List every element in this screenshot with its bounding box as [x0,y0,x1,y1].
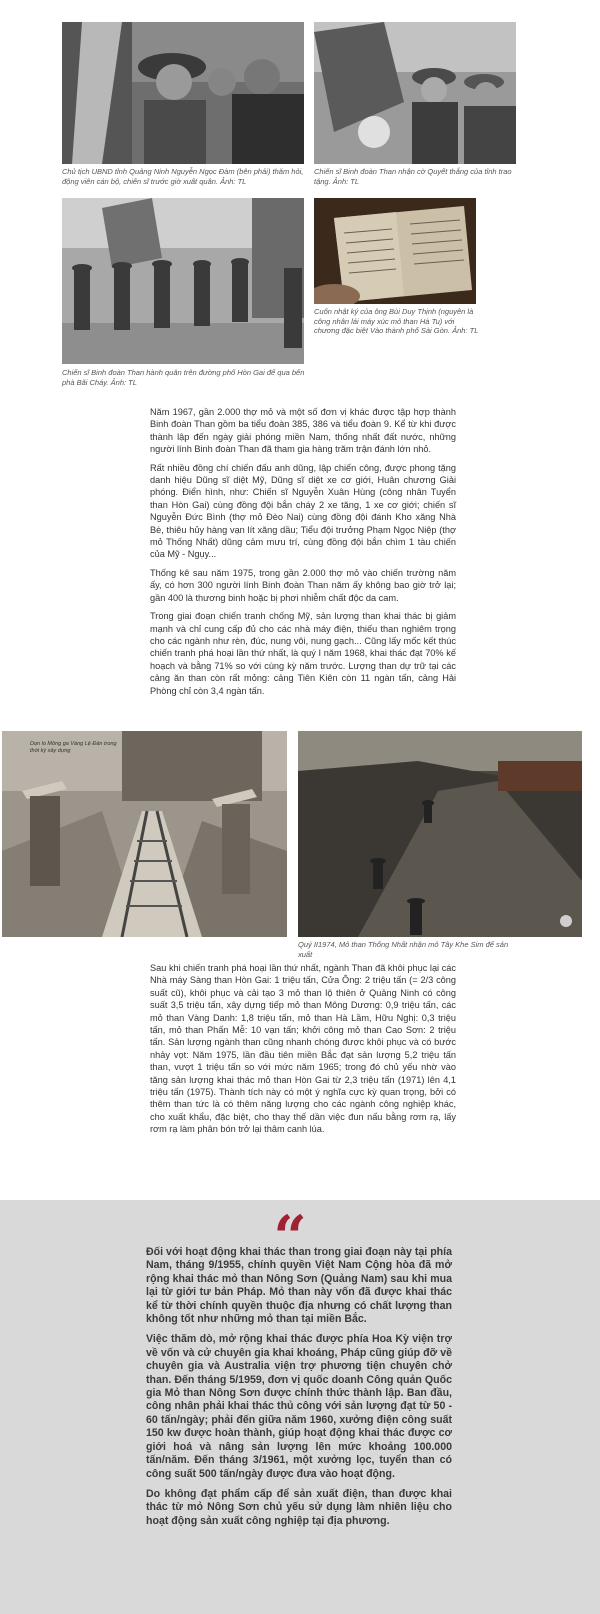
paragraph: Trong giai đoạn chiến tranh chống Mỹ, sản lượng than khai thác bị giảm mạnh và chỉ cung cấp đủ cho các nhà máy điện, thiếu than nghiêm trọng cho các ngành như rèn, đúc, nung vôi, nung gạch... Cũng lấy mốc kết thúc chiến tranh phá hoại lần thứ nhất, là quý I năm 1968, khai thác đạt 70% kế hoạch và bằng 71% so với cùng kỳ năm trước. Lượng than dự trữ tại các cảng ăn than còn rất mỏng: cảng Tiên Kiên còn 11 ngàn tấn, cảng Hải Phòng chỉ còn 3,4 ngàn tấn. [150,611,456,696]
photo-coal-pile [298,731,582,937]
photo-march [62,198,304,364]
article-body [150,406,456,703]
quote-paragraph: Việc thăm dò, mở rộng khai thác được phía Hoa Kỳ viện trợ về vốn và cử chuyên gia khai khoáng, Pháp cũng giúp đỡ về chuyên gia và Australia viện trợ phương tiện chuyên chở than. Đến tháng 5/1959, đơn vị quốc doanh Công quản Quốc gia Mỏ than Nông Sơn được chính thức thành lập. Ban đầu, công nhân phải khai thác thủ công với sản lượng đạt từ 50 - 60 tấn/ngày; phải đến giữa năm 1960, xưởng điện công suất 150 kw được hoàn thành, giúp hoạt động khai thác được cơ giới hoá và nâng sản lượng lên mức khoảng 100.000 tấn/năm. Đến tháng 3/1961, một xưởng lọc, tuyển than có công suất 500 tấn/ngày được đưa vào hoạt động. [146,1333,452,1480]
caption: Cuốn nhật ký của ông Bùi Duy Thịnh (nguyên là công nhân lái máy xúc mỏ than Hà Tu) với chương đặc biệt Vào thành phố Sài Gòn. Ảnh: TL [314,307,479,335]
quote-mark-icon: “ [273,1203,307,1271]
caption: Chủ tịch UBND tỉnh Quảng Ninh Nguyễn Ngọc Đàm (bên phải) thăm hỏi, động viên cán bộ, chiến sĩ trước giờ xuất quân. Ảnh: TL [62,167,304,186]
caption: Quý II1974, Mỏ than Thống Nhất nhận mỏ Tây Khe Sim để sản xuất [298,940,509,959]
paragraph: Thống kê sau năm 1975, trong gần 2.000 thợ mỏ vào chiến trường năm ấy, có hơn 300 người lính Binh đoàn Than năm ấy không bao giờ trở lại; gần 400 là thương binh hoặc bị phơi nhiễm chất độc da cam. [150,567,456,603]
quote-text [146,1246,452,1535]
photo-chairman-visit [62,22,304,164]
paragraph: Sau khi chiến tranh phá hoại lần thứ nhất, ngành Than đã khôi phục lại các Nhà máy Sàng than Hòn Gai: 1 triệu tấn, Cửa Ông: 2 triệu tấn (= 2/3 công suất cũ), khôi phục và cải tạo 3 mỏ than lộ thiên ở Quảng Ninh có công suất 3,5 triệu tấn, xây dựng tiếp mỏ than Mông Dương: 0,9 triệu tấn, các mỏ than Vàng Danh: 1,8 triệu tấn, mỏ than Hà Lầm, Hữu Nghị: 0,3 triệu tấn, mỏ than Phấn Mễ: 10 vạn tấn; khởi công mỏ than Cao Sơn: 2 triệu tấn. Sản lượng ngành than cũng nhanh chóng được khôi phục và có bước nhảy vọt: Năm 1975, lần đầu tiên miền Bắc đạt sản lượng 5,2 triệu tấn than, vượt 1 triệu tấn so với mức năm 1965; trong đó chủ yếu nhờ vào tăng sản lượng khai thác mỏ than Hòn Gai từ 2,3 triệu tấn (1971) lên 4,1 triệu tấn (1975). Thành tích này có một ý nghĩa cực kỳ quan trọng, bởi có thêm than tức là có thêm năng lượng cho các ngành công nghiệp khác, cho xuất khẩu, đặc biệt, cho thay thế dần việc đun nấu bằng rơm rạ, lấy rơm rạ làm phân bón trở lại thâm canh lúa. [150,963,456,1135]
quote-paragraph: Đối với hoạt động khai thác than trong giai đoạn này tại phía Nam, tháng 9/1955, chính quyền Việt Nam Cộng hòa đã mở rộng khai thác mỏ than Nông Sơn (Quảng Nam) sau khi mua lại từ giới tư bản Pháp. Mỏ than này vốn đã được khai thác kể từ thời chính quyền thuộc địa nhưng có chất lượng than không tốt như những mỏ than tại miền Bắc. [146,1246,452,1326]
quote-paragraph: Do không đạt phẩm cấp để sản xuất điện, than được khai thác từ mỏ Nông Sơn chủ yếu sử dụng làm nhiên liệu cho hoạt động sản xuất công nghiệp tại địa phương. [146,1487,452,1527]
caption: Chiến sĩ Binh đoàn Than hành quân trên đường phố Hòn Gai để qua bến phà Bãi Cháy. Ảnh: TL [62,368,305,387]
photo-diary [314,198,476,304]
paragraph: Năm 1967, gần 2.000 thợ mỏ và một số đơn vị khác được tập hợp thành Binh đoàn Than gồm ba tiểu đoàn 385, 386 và tiểu đoàn 9. Kể từ khi được thành lập đến ngày giải phóng miền Nam, thống nhất đất nước, những người lính Binh đoàn Than đã tham gia hàng trăm trận đánh lớn nhỏ. [150,407,456,455]
photo-rail-workers [2,731,287,937]
article-body-continued [150,962,456,1142]
photo-flag-ceremony [314,22,516,164]
paragraph: Rất nhiều đồng chí chiến đấu anh dũng, lập chiến công, được phong tặng danh hiệu Dũng sĩ diệt Mỹ, Dũng sĩ diệt xe cơ giới, Huân chương Giải phóng. Điển hình, như: Chiến sĩ Nguyễn Xuân Hùng (công nhân Tuyển than Hòn Gai) cùng đồng đội bắn cháy 2 xe tăng, 1 xe cơ giới; chiến sĩ Nguyễn Đức Bình (thợ mỏ Đèo Nai) cùng đồng đội đánh Kho xăng Nhà Bè, thiêu hủy hàng vạn lít xăng dầu; Tiểu đội trưởng Phạm Ngọc Niệp (thợ mỏ Thống Nhất) dũng cảm mưu trí, cùng đồng đội bắn chìm 1 tàu chiến của Mỹ - Ngụy... [150,462,456,560]
caption: Chiến sĩ Binh đoàn Than nhận cờ Quyết thắng của tỉnh trao tặng. Ảnh: TL [314,167,512,186]
photo-inset-label: Dọn lo Mông ga Vàng Lệ Đán trong thời kỳ xây dựng [30,741,117,754]
